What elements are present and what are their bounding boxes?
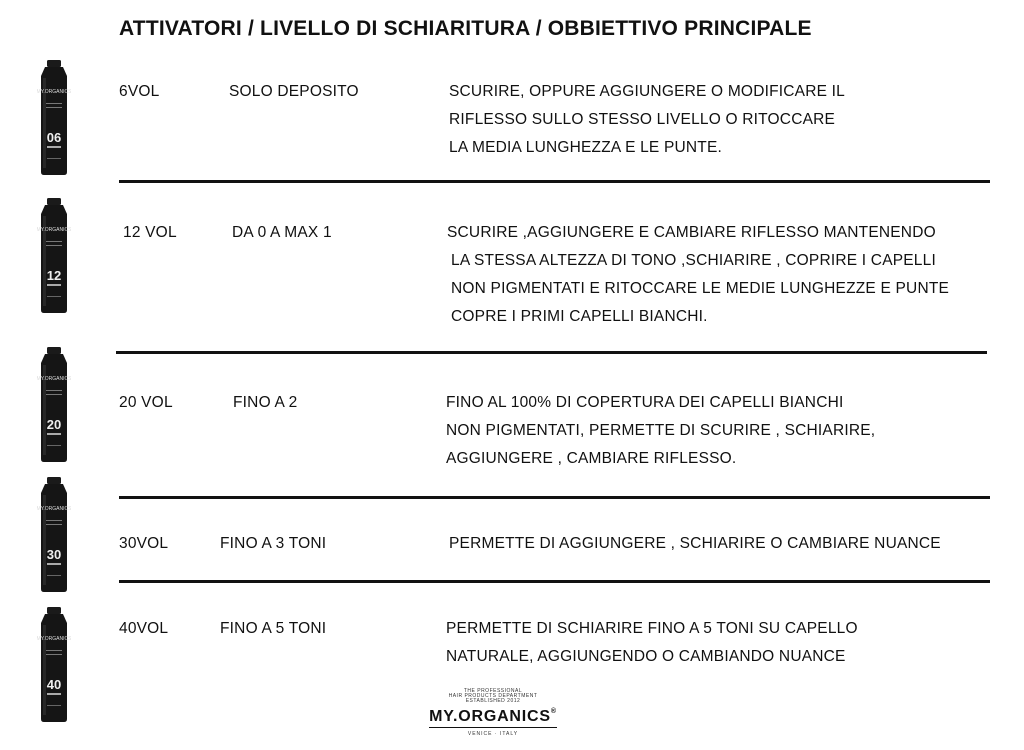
description-line: NATURALE, AGGIUNGENDO O CAMBIANDO NUANCE bbox=[446, 648, 846, 665]
description-line: LA MEDIA LUNGHEZZA E LE PUNTE. bbox=[449, 139, 723, 156]
logo-tagline: THE PROFESSIONAL bbox=[463, 688, 523, 694]
level-label: FINO A 3 TONI bbox=[220, 535, 327, 552]
description-line: COPRE I PRIMI CAPELLI BIANCHI. bbox=[451, 308, 708, 325]
logo-brand-name bbox=[429, 708, 557, 728]
description bbox=[446, 389, 875, 473]
description-line: NON PIGMENTATI, PERMETTE DI SCURIRE , SCHIARIRE, bbox=[446, 422, 876, 439]
level-label: DA 0 A MAX 1 bbox=[232, 224, 332, 241]
developer-bottle-6vol-image bbox=[37, 60, 71, 175]
svg-text:MY.ORGANICS: MY.ORGANICS bbox=[37, 227, 71, 233]
svg-text:MY.ORGANICS: MY.ORGANICS bbox=[37, 89, 71, 95]
logo-city: VENICE · ITALY bbox=[467, 731, 519, 737]
developer-bottle-40vol-image bbox=[37, 607, 71, 722]
description-line: PERMETTE DI SCHIARIRE FINO A 5 TONI SU CAPELLO bbox=[446, 620, 858, 637]
row-divider bbox=[116, 351, 987, 354]
description-line: SCURIRE, OPPURE AGGIUNGERE O MODIFICARE IL bbox=[449, 83, 845, 100]
logo-tagline: HAIR PRODUCTS DEPARTMENT bbox=[448, 693, 538, 699]
logo-brand-text: MY.ORGANICS bbox=[429, 708, 551, 725]
description bbox=[449, 530, 941, 558]
description bbox=[449, 78, 845, 162]
volume-label: 6VOL bbox=[119, 83, 160, 100]
level-label: SOLO DEPOSITO bbox=[229, 83, 359, 100]
svg-text:20: 20 bbox=[46, 417, 62, 432]
svg-text:06: 06 bbox=[46, 130, 62, 145]
description-line: LA STESSA ALTEZZA DI TONO ,SCHIARIRE , COPRIRE I CAPELLI bbox=[451, 252, 936, 269]
svg-text:MY.ORGANICS: MY.ORGANICS bbox=[37, 636, 71, 642]
row-divider bbox=[119, 180, 990, 183]
description-line: AGGIUNGERE , CAMBIARE RIFLESSO. bbox=[446, 450, 737, 467]
svg-text:30: 30 bbox=[46, 547, 62, 562]
developer-bottle-30vol-image bbox=[37, 477, 71, 592]
level-label: FINO A 5 TONI bbox=[220, 620, 327, 637]
description bbox=[447, 219, 949, 331]
svg-text:MY.ORGANICS: MY.ORGANICS bbox=[37, 506, 71, 512]
description bbox=[446, 615, 858, 671]
svg-text:MY.ORGANICS: MY.ORGANICS bbox=[37, 376, 71, 382]
description-line: SCURIRE ,AGGIUNGERE E CAMBIARE RIFLESSO MANTENENDO bbox=[447, 224, 936, 241]
page-title: ATTIVATORI / LIVELLO DI SCHIARITURA / OBBIETTIVO PRINCIPALE bbox=[119, 17, 812, 40]
level-label: FINO A 2 bbox=[233, 394, 298, 411]
svg-text:40: 40 bbox=[46, 677, 62, 692]
brand-logo bbox=[418, 689, 568, 737]
developer-bottle-12vol-image bbox=[37, 198, 71, 313]
logo-registered: ® bbox=[550, 708, 557, 715]
volume-label: 40VOL bbox=[119, 620, 169, 637]
volume-label: 12 VOL bbox=[123, 224, 177, 241]
row-divider bbox=[119, 496, 990, 499]
logo-tagline: ESTABLISHED 2012 bbox=[465, 698, 521, 704]
volume-label: 20 VOL bbox=[119, 394, 173, 411]
developer-bottle-20vol-image bbox=[37, 347, 71, 462]
description-line: RIFLESSO SULLO STESSO LIVELLO O RITOCCARE bbox=[449, 111, 836, 128]
description-line: PERMETTE DI AGGIUNGERE , SCHIARIRE O CAMBIARE NUANCE bbox=[449, 535, 941, 552]
description-line: NON PIGMENTATI E RITOCCARE LE MEDIE LUNGHEZZE E PUNTE bbox=[451, 280, 950, 297]
svg-text:12: 12 bbox=[46, 268, 62, 283]
volume-label: 30VOL bbox=[119, 535, 169, 552]
description-line: FINO AL 100% DI COPERTURA DEI CAPELLI BIANCHI bbox=[446, 394, 844, 411]
row-divider bbox=[119, 580, 990, 583]
